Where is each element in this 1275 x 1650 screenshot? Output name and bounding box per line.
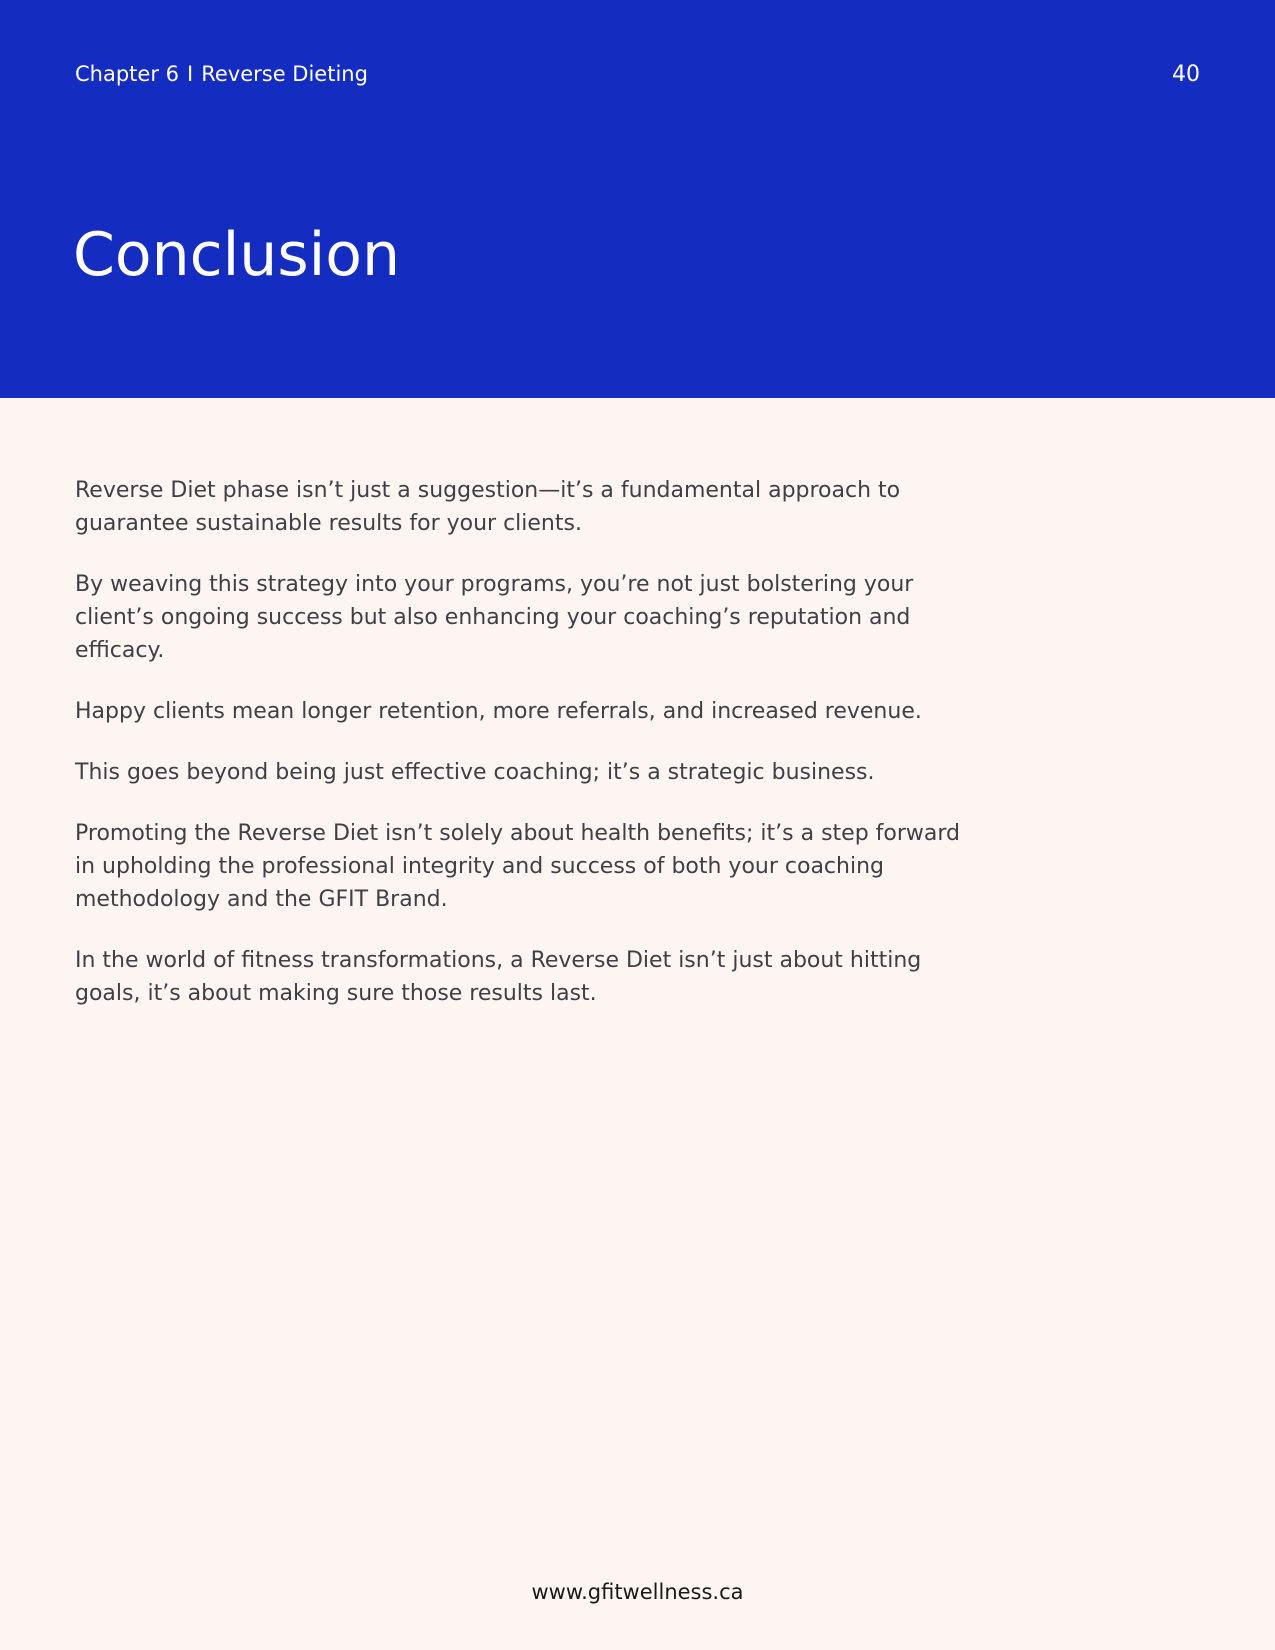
paragraph: This goes beyond being just effective coaching; it’s a strategic business. — [75, 760, 875, 785]
chapter-separator: I — [187, 62, 194, 86]
page-title: Conclusion — [73, 220, 400, 290]
body-content — [75, 474, 975, 1038]
paragraph: Reverse Diet phase isn’t just a suggestion—it’s a fundamental approach to guarantee sustainable results for your clients. — [75, 478, 901, 536]
paragraph: In the world of fitness transformations, a Reverse Diet isn’t just about hitting goals, it’s about making sure those results last. — [75, 948, 922, 1006]
footer-url: www.gfitwellness.ca — [531, 1580, 744, 1604]
chapter-label: Chapter 6 — [75, 62, 179, 86]
paragraph: Happy clients mean longer retention, more referrals, and increased revenue. — [75, 699, 922, 724]
header-band — [0, 0, 1275, 398]
chapter-title: Reverse Dieting — [201, 62, 368, 86]
paragraph: Promoting the Reverse Diet isn’t solely about health benefits; it’s a step forward in upholding the professional integrity and success of both your coaching methodology and the GFIT Brand. — [75, 821, 961, 912]
paragraph: By weaving this strategy into your programs, you’re not just bolstering your client’s ongoing success but also enhancing your coaching’s reputation and efficacy. — [75, 572, 914, 663]
page-number: 40 — [1172, 62, 1200, 87]
chapter-breadcrumb — [75, 62, 368, 86]
